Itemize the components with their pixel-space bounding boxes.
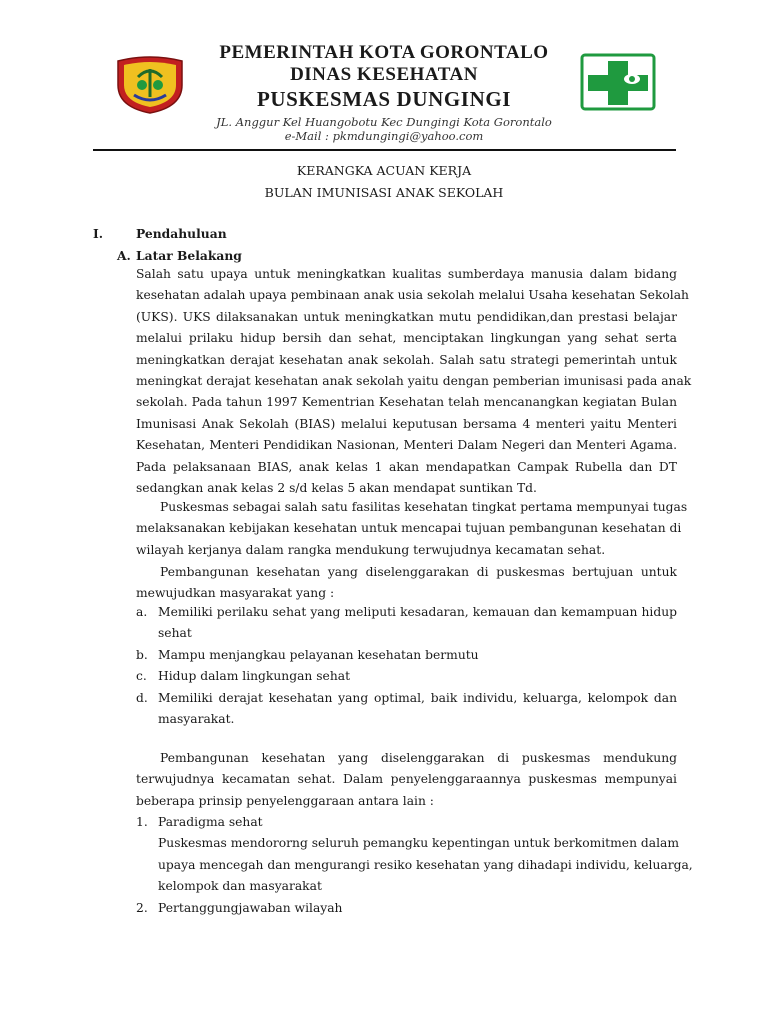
text-line: Pembangunan kesehatan yang diselenggarakan di puskesmas bertujuan untuk xyxy=(160,565,677,579)
text-line: Memiliki perilaku sehat yang meliputi kesadaran, kemauan dan kemampuan hidup xyxy=(158,605,677,619)
text-line: kesehatan adalah upaya pembinaan anak usia sekolah melalui Usaha kesehatan Sekolah xyxy=(136,288,689,303)
text-line: Puskesmas sebagai salah satu fasilitas kesehatan tingkat pertama mempunyai tugas xyxy=(160,500,688,514)
list-marker: a. xyxy=(136,605,148,619)
subsection-title: Latar Belakang xyxy=(136,248,242,263)
text-line: wilayah kerjanya dalam rangka mendukung terwujudnya kecamatan sehat. xyxy=(136,542,606,557)
list-item xyxy=(136,666,677,687)
list-marker: b. xyxy=(136,647,148,662)
text-line: upaya mencegah dan mengurangi resiko kesehatan yang dihadapi individu, keluarga, xyxy=(158,857,693,872)
header-line-3: PUSKESMAS DUNGINGI xyxy=(256,87,512,111)
lettered-list xyxy=(136,602,677,730)
paragraph-tujuan xyxy=(136,562,677,605)
text-line: beberapa prinsip penyelenggaraan antara lain : xyxy=(136,793,434,808)
header-address: JL. Anggur Kel Huangobotu Kec Dungingi Kota Gorontalo xyxy=(216,115,552,129)
numbered-list xyxy=(136,812,693,919)
list-marker: d. xyxy=(136,690,148,705)
text-line: kelompok dan masyarakat xyxy=(158,879,322,894)
list-item xyxy=(136,688,677,731)
text-line: Pada pelaksanaan BIAS, anak kelas 1 akan mendapatkan Campak Rubella dan DT xyxy=(136,459,677,474)
list-marker: c. xyxy=(136,669,147,684)
text-line: melaksanakan kebijakan kesehatan untuk mencapai tujuan pembangunan kesehatan di xyxy=(136,521,682,536)
text-line: mewujudkan masyarakat yang : xyxy=(136,586,335,601)
text-line: Mampu menjangkau pelayanan kesehatan bermutu xyxy=(158,647,479,662)
text-line: sehat xyxy=(158,626,192,641)
text-line: Hidup dalam lingkungan sehat xyxy=(158,669,351,684)
text-line: Kesehatan, Menteri Pendidikan Nasionan, Menteri Dalam Negeri dan Menteri Agama. xyxy=(136,438,677,453)
doc-title-1: KERANGKA ACUAN KERJA xyxy=(296,163,472,178)
text-line: meningkat derajat kesehatan anak sekolah yaitu dengan pemberian imunisasi pada anak xyxy=(136,374,692,389)
list-item xyxy=(136,602,677,645)
text-line: Puskesmas mendororng seluruh pemangku kepentingan untuk berkomitmen dalam xyxy=(158,836,680,851)
list-item-title: Paradigma sehat xyxy=(158,815,263,829)
doc-title-2: BULAN IMUNISASI ANAK SEKOLAH xyxy=(264,185,504,200)
list-item-title: Pertanggungjawaban wilayah xyxy=(158,900,343,915)
list-marker: 2. xyxy=(136,900,148,915)
header-divider xyxy=(93,149,676,151)
text-line: Imunisasi Anak Sekolah (BIAS) melalui keputusan bersama 4 menteri yaitu Menteri xyxy=(136,416,677,431)
subsection-letter: A. xyxy=(117,248,131,263)
header-line-1: PEMERINTAH KOTA GORONTALO xyxy=(219,42,549,63)
section-number: I. xyxy=(93,226,104,241)
text-line: sedangkan anak kelas 2 s/d kelas 5 akan mendapat suntikan Td. xyxy=(136,481,537,496)
header-email: e-Mail : pkmdungingi@yahoo.com xyxy=(284,129,484,143)
text-line: meningkatkan derajat kesehatan anak sekolah. Salah satu strategi pemerintah untuk xyxy=(136,352,677,367)
list-marker: 1. xyxy=(136,815,148,829)
paragraph-puskesmas xyxy=(136,497,688,561)
section-title: Pendahuluan xyxy=(136,226,227,241)
paragraph-latar-belakang xyxy=(136,264,692,499)
list-item xyxy=(136,645,677,666)
text-line: terwujudnya kecamatan sehat. Dalam penyelenggaraannya puskesmas mempunyai xyxy=(136,772,677,787)
paragraph-prinsip xyxy=(136,748,677,812)
text-line: masyarakat. xyxy=(158,712,235,727)
text-line: Salah satu upaya untuk meningkatkan kualitas sumberdaya manusia dalam bidang xyxy=(136,267,677,281)
header-line-2: DINAS KESEHATAN xyxy=(290,64,478,85)
text-line: (UKS). UKS dilaksanakan untuk meningkatkan mutu pendidikan,dan prestasi belajar xyxy=(136,309,677,324)
text-line: melalui prilaku hidup bersih dan sehat, menciptakan lingkungan yang sehat serta xyxy=(136,331,677,346)
text-line: Pembangunan kesehatan yang diselenggarakan di puskesmas mendukung xyxy=(160,751,677,765)
list-item xyxy=(136,812,693,898)
list-item xyxy=(136,898,677,919)
text-line: sekolah. Pada tahun 1997 Kementrian Kesehatan telah mencanangkan kegiatan Bulan xyxy=(136,395,677,410)
puskesmas-cross-logo xyxy=(580,53,656,111)
text-line: Memiliki derajat kesehatan yang optimal, baik individu, keluarga, kelompok dan xyxy=(158,690,677,705)
